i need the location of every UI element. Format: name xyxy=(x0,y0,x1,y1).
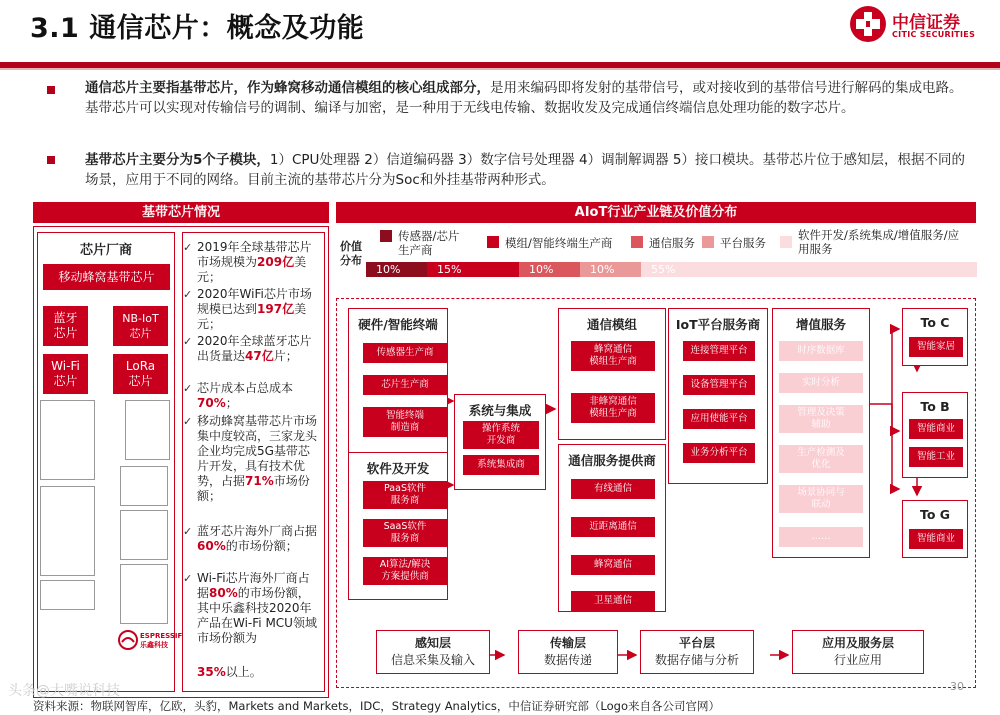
panel-title: 通信服务提供商 xyxy=(568,453,656,468)
check-icon: ✓ xyxy=(183,525,193,538)
page-number: 30 xyxy=(950,680,964,693)
info-text: 市场份额； xyxy=(197,474,310,503)
layer-arrows xyxy=(336,645,976,665)
nbiot-chip-label: NB-IoT 芯片 xyxy=(113,306,168,346)
bullet-marker xyxy=(47,156,55,164)
panel-title: To B xyxy=(920,399,950,414)
panel-item: AI算法/解决 方案提供商 xyxy=(363,557,447,585)
legend-label: 模组/智能终端生产商 xyxy=(505,236,613,250)
legend-swatch xyxy=(702,236,714,248)
vendor-logo-image xyxy=(40,486,95,576)
panel-item: 设备管理平台 xyxy=(683,375,755,395)
logo-text-cn: 中信证券 xyxy=(892,13,960,33)
legend-swatch xyxy=(780,236,792,248)
info-text: 的市场份额，其中乐鑫科技2020年产品在Wi-Fi MCU领域市场份额为 xyxy=(197,586,317,645)
info-text: 2020年全球蓝牙芯片出货量达 xyxy=(197,334,312,363)
info-text: 移动蜂窝基带芯片市场集中度较高，三家龙头企业均完成5G基带芯片开发，具有技术优势，占据 xyxy=(197,414,318,488)
info-highlight: 70% xyxy=(197,396,226,410)
bullet-marker xyxy=(47,86,55,94)
wifi-chip-label: Wi-Fi 芯片 xyxy=(43,354,88,394)
legend-swatch xyxy=(631,236,643,248)
panel-item: 生产检测及 优化 xyxy=(779,445,863,473)
value-dist-label: 价值 分布 xyxy=(340,240,362,267)
header-divider-light xyxy=(0,68,1000,70)
value-bar: 10% xyxy=(519,262,580,277)
info-highlight: 60% xyxy=(197,539,226,553)
vendor-logo-image xyxy=(125,400,170,460)
legend-swatch xyxy=(487,236,499,248)
panel-title: To C xyxy=(920,315,950,330)
panel-item: 传感器生产商 xyxy=(363,343,447,363)
paragraph-1 xyxy=(85,78,975,118)
cellular-chip-label: 移动蜂窝基带芯片 xyxy=(43,264,170,290)
legend-label: 平台服务 xyxy=(720,236,766,250)
paragraph-2 xyxy=(85,150,975,190)
panel-item: 智能商业 xyxy=(909,529,963,549)
lora-chip-label: LoRa 芯片 xyxy=(113,354,168,394)
panel-title: 通信模组 xyxy=(586,317,637,332)
panel-item: 卫星通信 xyxy=(571,591,655,611)
watermark: 头条@大嘴说科技 xyxy=(8,683,120,699)
layer-title: 传输层 xyxy=(549,636,586,650)
info-text: 的市场份额； xyxy=(225,539,298,553)
info-text: ； xyxy=(225,396,238,410)
panel-title: 系统与集成 xyxy=(468,403,532,418)
paragraph-2-bold: 基带芯片主要分为5个子模块， xyxy=(85,152,270,168)
info-item xyxy=(183,381,317,411)
panel-item: 蜂窝通信 模组生产商 xyxy=(571,341,655,371)
panel-tob xyxy=(902,392,968,478)
panel-csp xyxy=(558,444,666,612)
espressif-logo xyxy=(118,630,183,670)
layer-title: 感知层 xyxy=(414,636,451,650)
panel-item: 智能商业 xyxy=(909,419,963,439)
panel-title: IoT平台服务商 xyxy=(675,317,761,332)
vendor-logo-image xyxy=(40,400,95,480)
panel-title: 硬件/智能终端 xyxy=(358,317,438,332)
info-text: 以上。 xyxy=(225,665,262,679)
info-text: 2019年全球基带芯片市场规模为 xyxy=(197,240,312,269)
value-bar: 10% xyxy=(366,262,427,277)
check-icon: ✓ xyxy=(183,241,193,254)
vendor-logo-image xyxy=(120,510,168,560)
info-highlight: 209亿 xyxy=(257,255,295,269)
panel-item: …… xyxy=(779,527,863,547)
panel-sw xyxy=(348,452,448,600)
panel-item: 系统集成商 xyxy=(463,455,539,475)
legend-label: 通信服务 xyxy=(649,236,695,250)
check-icon: ✓ xyxy=(183,415,193,428)
panel-title: 增值服务 xyxy=(795,317,846,332)
info-item xyxy=(183,240,317,285)
layer-subtitle: 数据存储与分析 xyxy=(654,653,739,667)
legend-label: 传感器/芯片 生产商 xyxy=(398,229,460,257)
panel-iot xyxy=(668,308,768,484)
info-text: 美元； xyxy=(197,255,307,284)
value-bar: 15% xyxy=(427,262,519,277)
info-text: 美元； xyxy=(197,302,307,331)
panel-item: 时序数据库 xyxy=(779,341,863,361)
info-text: 蓝牙芯片海外厂商占据 xyxy=(197,524,318,538)
info-item xyxy=(197,665,317,680)
info-item xyxy=(183,414,318,504)
value-bar: 55% xyxy=(641,262,977,277)
citic-logo xyxy=(850,4,990,54)
panel-item: 场景协同与 联动 xyxy=(779,485,863,513)
espressif-text: ESPRESSIF 乐鑫科技 xyxy=(140,632,183,649)
info-text: Wi-Fi芯片海外厂商占据 xyxy=(197,571,310,600)
panel-item: 实时分析 xyxy=(779,373,863,393)
panel-item: 连接管理平台 xyxy=(683,341,755,361)
info-highlight: 197亿 xyxy=(257,302,295,316)
check-icon: ✓ xyxy=(183,288,193,301)
panel-vas xyxy=(772,308,870,558)
panel-item: 近距离通信 xyxy=(571,517,655,537)
panel-title: To G xyxy=(919,507,951,522)
panel-item: SaaS软件 服务商 xyxy=(363,519,447,547)
vendor-logo-image xyxy=(120,564,168,624)
panel-tog xyxy=(902,500,968,558)
info-highlight: 71% xyxy=(245,474,274,488)
layer-subtitle: 信息采集及输入 xyxy=(390,653,475,667)
layer-subtitle: 行业应用 xyxy=(833,653,882,667)
info-highlight: 47亿 xyxy=(245,349,274,363)
vendor-logo-image xyxy=(40,580,95,610)
panel-item: 芯片生产商 xyxy=(363,375,447,395)
source-note: 资料来源：物联网智库，亿欧，头豹，Markets and Markets，IDC，Strategy Analytics，中信证券研究部（Logo来自各公司官网） xyxy=(33,699,720,713)
panel-item: 智能工业 xyxy=(909,447,963,467)
info-item xyxy=(183,334,317,364)
panel-hw xyxy=(348,308,448,456)
info-item xyxy=(183,524,318,554)
panel-item: PaaS软件 服务商 xyxy=(363,481,447,509)
panel-item: 智能家居 xyxy=(909,337,963,357)
check-icon: ✓ xyxy=(183,335,193,348)
info-item xyxy=(183,287,317,332)
check-icon: ✓ xyxy=(183,382,193,395)
panel-item: 业务分析平台 xyxy=(683,443,755,463)
panel-item: 应用使能平台 xyxy=(683,409,755,429)
right-section-header: AIoT行业产业链及价值分布 xyxy=(336,202,976,223)
panel-item: 操作系统 开发商 xyxy=(463,421,539,449)
panel-item: 非蜂窝通信 模组生产商 xyxy=(571,393,655,423)
paragraph-2-text: 1）CPU处理器 2）信道编码器 3）数字信号处理器 4）调制解调器 5）接口模块。基带芯片位于感知层，根据不同的场景，应用于不同的网络。目前主流的基带芯片分为Soc和外挂基带两种形式。 xyxy=(85,152,965,188)
layer-subtitle: 数据传递 xyxy=(543,653,592,667)
info-text: 片； xyxy=(273,349,298,363)
page-title: 3.1 通信芯片：概念及功能 xyxy=(30,13,365,44)
info-text: 2020年WiFi芯片市场规模已达到 xyxy=(197,287,312,316)
panel-item: 蜂窝通信 xyxy=(571,555,655,575)
layer-title: 应用及服务层 xyxy=(821,636,894,650)
value-bar: 10% xyxy=(580,262,641,277)
check-icon: ✓ xyxy=(183,572,193,585)
left-section-header: 基带芯片情况 xyxy=(33,202,329,223)
bt-chip-label: 蓝牙 芯片 xyxy=(43,306,88,346)
panel-item: 智能终端 制造商 xyxy=(363,407,447,437)
panel-sys xyxy=(454,394,546,490)
logo-text-en: CITIC SECURITIES xyxy=(892,30,976,39)
paragraph-1-text: 是用来编码即将发射的基带信号，或对接收到的基带信号进行解码的集成电路。基带芯片可以实现对传输信号的调制、编译与加密，是一种用于无线电传输、数据收发及完成通信终端信息处理功能的数字芯片。 xyxy=(85,80,963,116)
vendor-logo-image xyxy=(120,466,168,506)
layer-title: 平台层 xyxy=(678,636,715,650)
panel-mod xyxy=(558,308,666,440)
paragraph-1-bold: 通信芯片主要指基带芯片，作为蜂窝移动通信模组的核心组成部分， xyxy=(85,80,490,96)
panel-title: 软件及开发 xyxy=(366,461,430,476)
chip-vendor-title: 芯片厂商 xyxy=(79,243,132,258)
panel-item: 有线通信 xyxy=(571,479,655,499)
panel-item: 管理及决策 辅助 xyxy=(779,405,863,433)
panel-toc xyxy=(902,308,968,366)
legend-swatch xyxy=(380,230,392,242)
info-item xyxy=(183,571,317,646)
legend-label: 软件开发/系统集成/增值服务/应用服务 xyxy=(798,228,960,256)
info-highlight: 35% xyxy=(197,665,226,679)
citic-logo-icon xyxy=(850,6,886,42)
info-highlight: 80% xyxy=(209,586,238,600)
info-text: 芯片成本占总成本 xyxy=(197,381,294,395)
